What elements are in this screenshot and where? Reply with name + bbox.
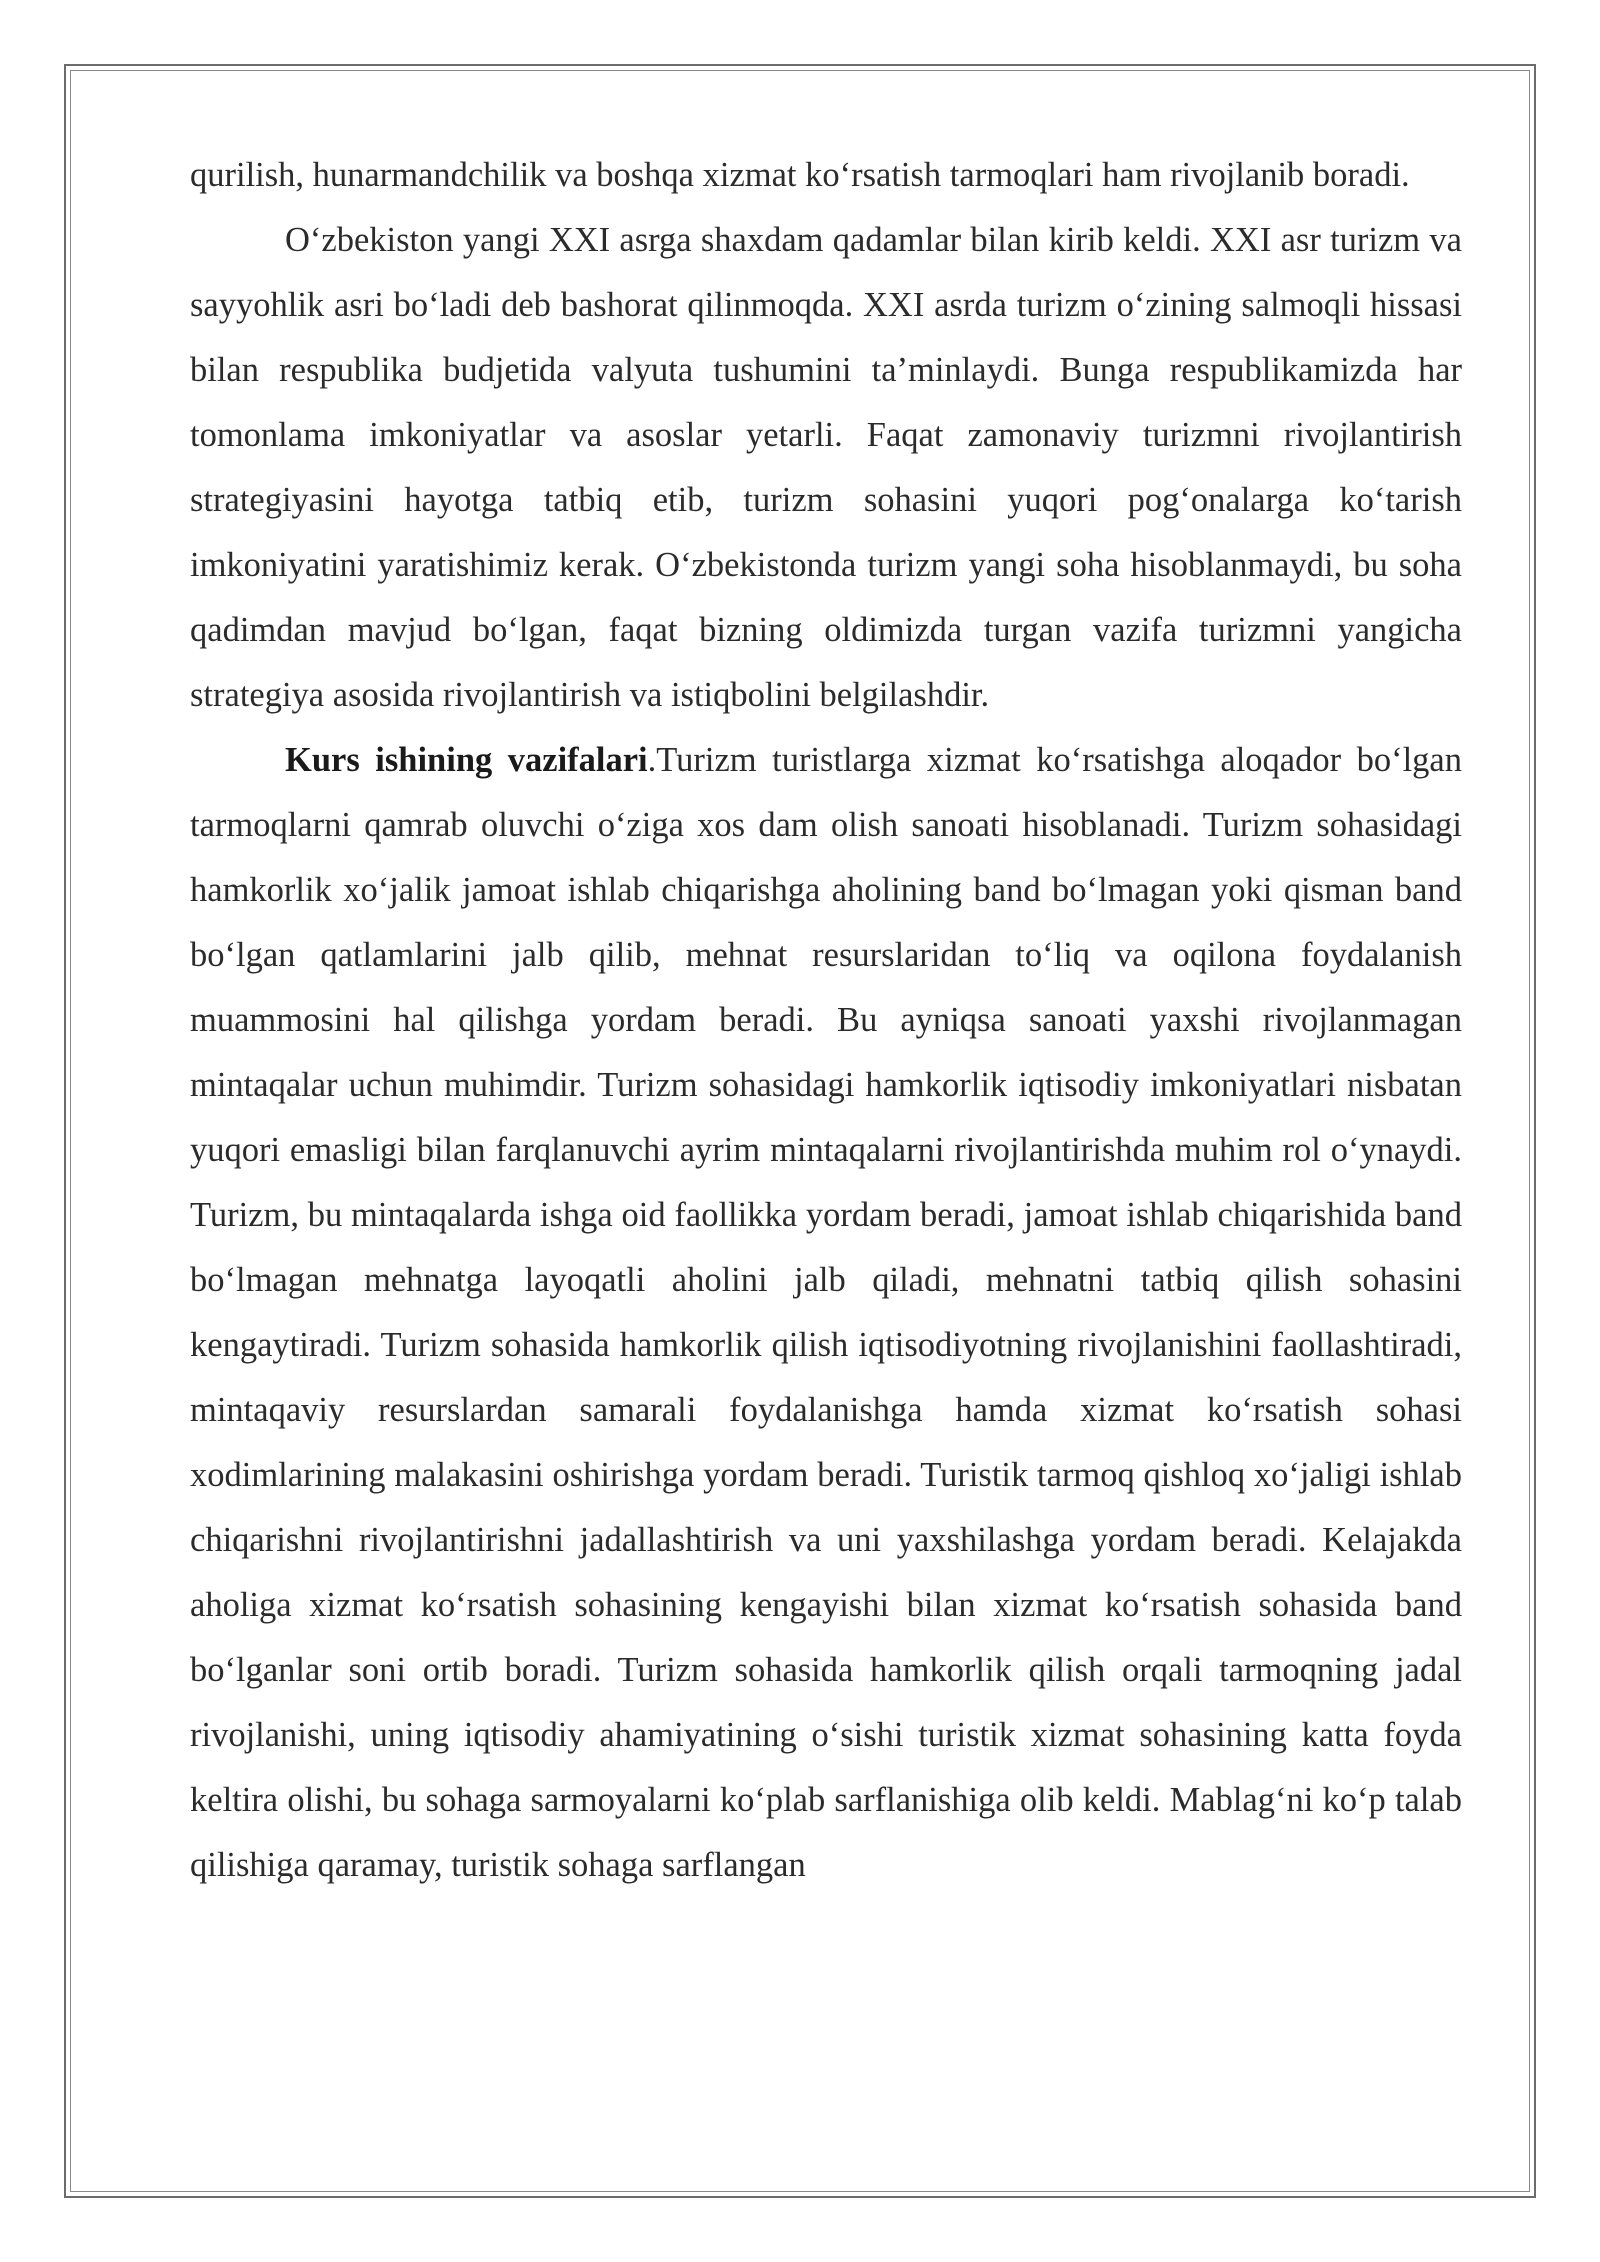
paragraph-uzbekistan-tourism: O‘zbekiston yangi XXI asrga shaxdam qadamlar bilan kirib keldi. XXI asr turizm va sayyohlik asri bo‘ladi deb bashorat qilinmoqda. XXI asrda turizm o‘zining salmoqli hissasi bilan respublika budjetida valyuta tushumini ta’minlaydi. Bunga respublikamizda har tomonlama imkoniyatlar va asoslar yetarli. Faqat zamonaviy turizmni rivojlantirish strategiyasini hayotga tatbiq etib, turizm sohasini yuqori pog‘onalarga ko‘tarish imkoniyatini yaratishimiz kerak. O‘zbekistonda turizm yangi soha hisoblanmaydi, bu soha qadimdan mavjud bo‘lgan, faqat bizning oldimizda turgan vazifa turizmni yangicha strategiya asosida rivojlantirish va istiqbolini belgilashdir. [190, 221, 1462, 714]
document-body [190, 143, 1462, 1898]
paragraph-course-tasks [190, 728, 1462, 1898]
paragraph-course-tasks-body: .Turizm turistlarga xizmat ko‘rsatishga aloqador bo‘lgan tarmoqlarni qamrab oluvchi o‘ziga xos dam olish sanoati hisoblanadi. Turizm sohasidagi hamkorlik xo‘jalik jamoat ishlab chiqarishga aholining band bo‘lmagan yoki qisman band bo‘lgan qatlamlarini jalb qilib, mehnat resurslaridan to‘liq va oqilona foydalanish muammosini hal qilishga yordam beradi. Bu ayniqsa sanoati yaxshi rivojlanmagan mintaqalar uchun muhimdir. Turizm sohasidagi hamkorlik iqtisodiy imkoniyatlari nisbatan yuqori emasligi bilan farqlanuvchi ayrim mintaqalarni rivojlantirishda muhim rol o‘ynaydi. Turizm, bu mintaqalarda ishga oid faollikka yordam beradi, jamoat ishlab chiqarishida band bo‘lmagan mehnatga layoqatli aholini jalb qiladi, mehnatni tatbiq qilish sohasini kengaytiradi. Turizm sohasida hamkorlik qilish iqtisodiyotning rivojlanishini faollashtiradi, mintaqaviy resurslardan samarali foydalanishga hamda xizmat ko‘rsatish sohasi xodimlarining malakasini oshirishga yordam beradi. Turistik tarmoq qishloq xo‘jaligi ishlab chiqarishni rivojlantirishni jadallashtirish va uni yaxshilashga yordam beradi. Kelajakda aholiga xizmat ko‘rsatish sohasining kengayishi bilan xizmat ko‘rsatish sohasida band bo‘lganlar soni ortib boradi. Turizm sohasida hamkorlik qilish orqali tarmoqning jadal rivojlanishi, uning iqtisodiy ahamiyatining o‘sishi turistik xizmat sohasining katta foyda keltira olishi, bu sohaga sarmoyalarni ko‘plab sarflanishiga olib keldi. Mablag‘ni ko‘p talab qilishiga qaramay, turistik sohaga sarflangan [190, 741, 1462, 1884]
section-heading-course-tasks: Kurs ishining vazifalari [285, 741, 648, 779]
paragraph-continuation: qurilish, hunarmandchilik va boshqa xizmat ko‘rsatish tarmoqlari ham rivojlanib boradi. [190, 156, 1410, 194]
